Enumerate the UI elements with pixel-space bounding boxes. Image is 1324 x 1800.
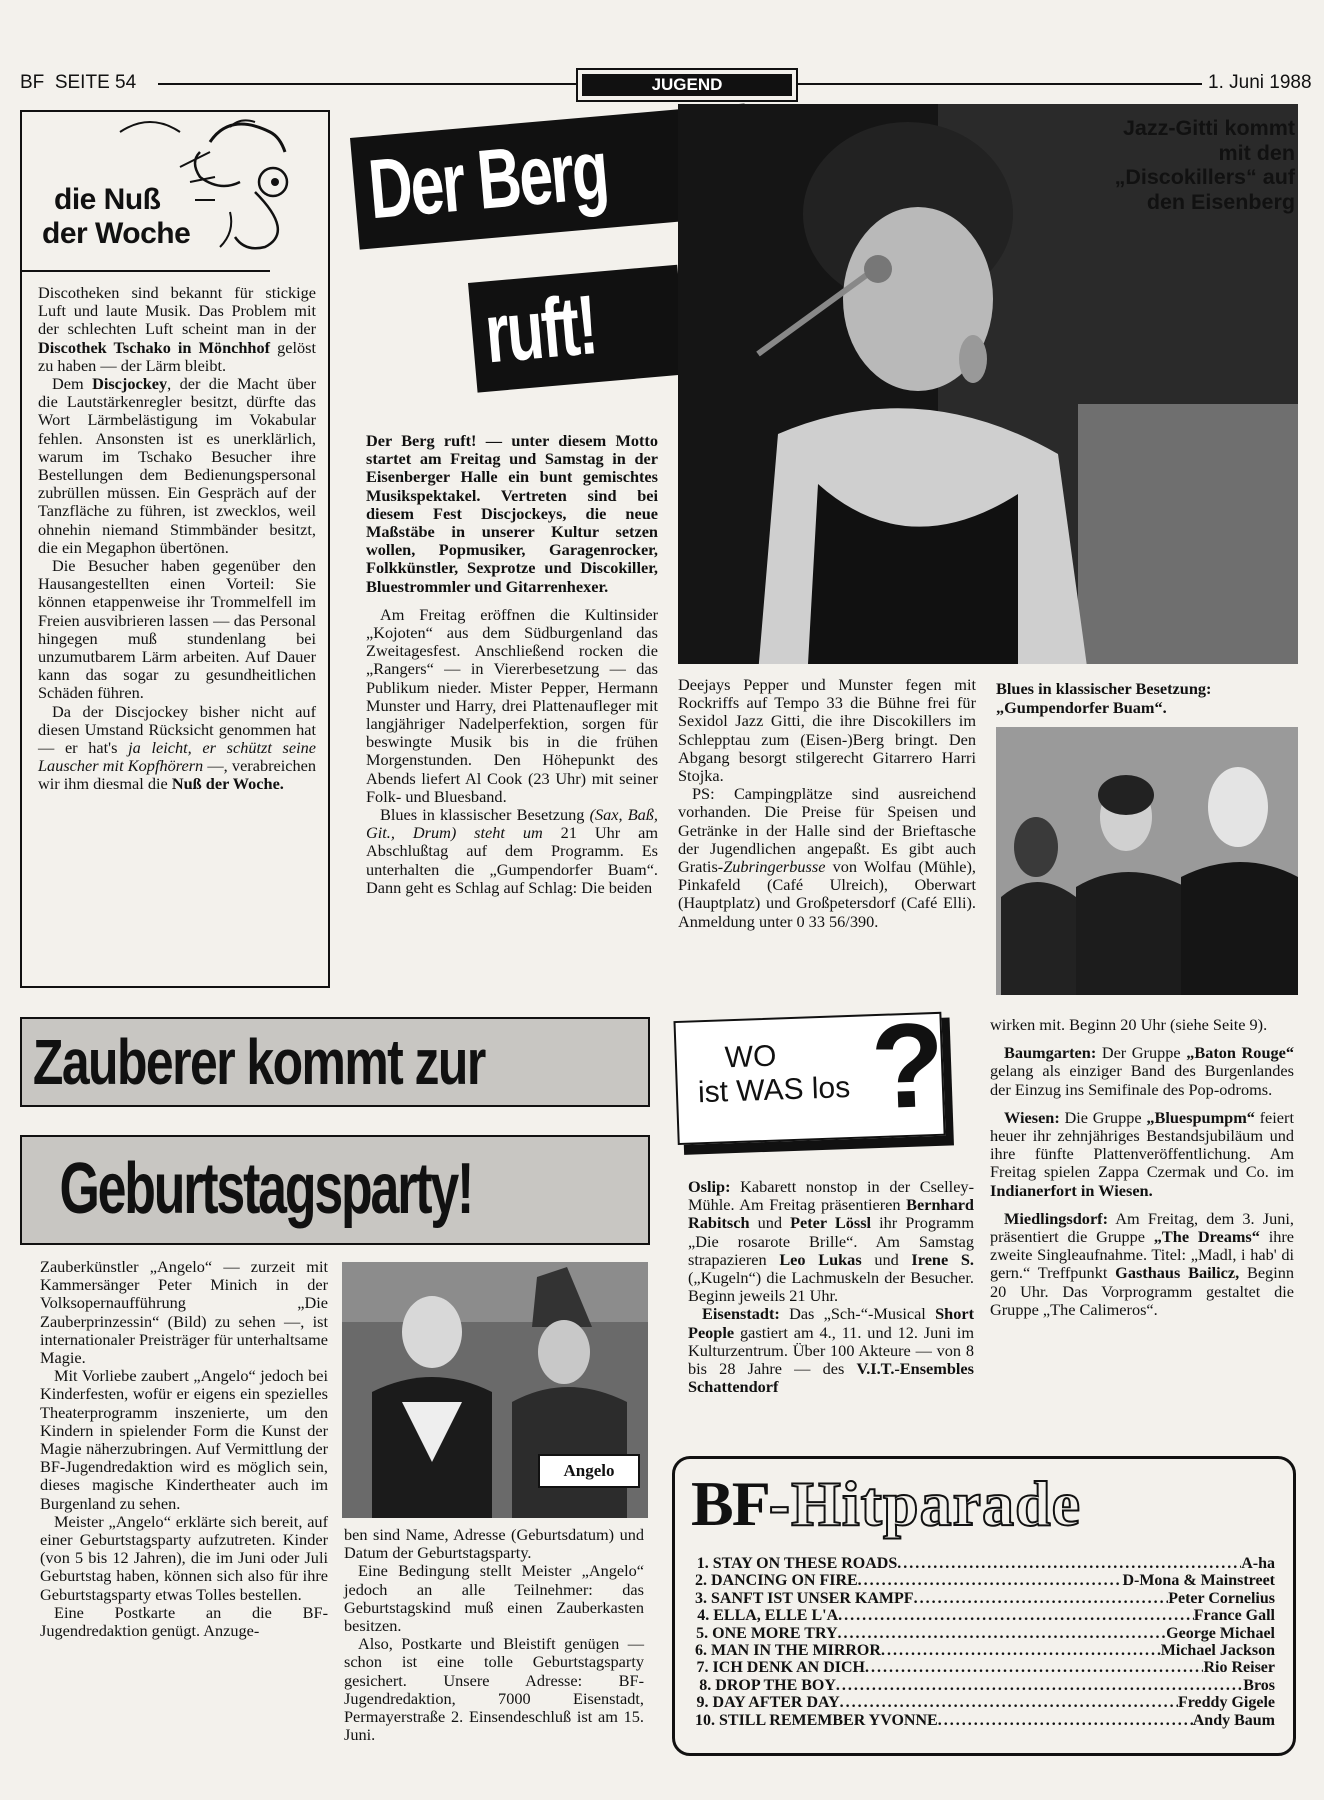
hitparade-title: SANFT IST UNSER KAMPF: [711, 1589, 914, 1607]
hitparade-artist: A-ha: [1241, 1555, 1275, 1572]
section-label: JUGEND: [582, 74, 792, 96]
hitparade-artist: France Gall: [1193, 1607, 1275, 1625]
zauberer-column-1: Zauberkünstler „Angelo“ — zurzeit mit Kammersänger Peter Minich in der Volksopernaufführung „Die Zauberprinzessin“ (Bild) zu sehen —, ist internationaler Preisträger für unterhaltsame Magie. Mit Vorliebe zaubert „Angelo“ jedoch bei Kinderfesten, wofür er eigens ein spezielles Theaterprogramm inszenierte, um den Kindern in spielender Form die Kunst der Magie näherzubringen. Auf Vermittlung der BF-Jugendredaktion wird es möglich sein, dieses magische Kindertheater auch im Burgenland zu sehen. Meister „Angelo“ erklärte sich bereit, auf einer Geburtstagsparty aufzutreten. Kinder (von 5 bis 12 Jahren), die im Juni oder Juli Geburtstag haben, können sich also für ihre Geburtstagsparty etwas Tolles bestellen. Eine Postkarte an die BF-Jugendredaktion genügt. Anzuge-: [40, 1257, 328, 1641]
hitparade-rank: 1.: [696, 1555, 709, 1572]
hitparade-rank: 8.: [699, 1676, 712, 1694]
leader-dots: [858, 1572, 1123, 1589]
hitparade-entry: [695, 1555, 1275, 1572]
zauberer-headline-2-box: Geburtstagsparty!: [20, 1135, 650, 1245]
section-label-box: [576, 68, 798, 102]
hitparade-entry: [695, 1607, 1275, 1624]
gumpendorfer-photo: [996, 727, 1298, 995]
hitparade-title: DANCING ON FIRE: [711, 1572, 858, 1590]
wo-column-2: wirken mit. Beginn 20 Uhr (siehe Seite 9). Baumgarten: Der Gruppe „Baton Rouge“ gelang als einziger Band des Burgenlandes der Einzug ins Semifinale des Pop-odroms. Wiesen: Die Gruppe „Bluespumpm“ feiert heuer ihr zehnjähriges Bestandsjubiläum und ihre fünfte Plattenveröffentlichung. Am Freitag spielen Zappa Czermak und Co. im Indianerfort in Wiesen. Miedlingsdorf: Am Freitag, dem 3. Juni, präsentiert die Gruppe „The Dreams“ ihre zweite Singleaufnahme. Titel: „Madl, i hab' di gern.“ Treffpunkt Gasthaus Bailicz, Beginn 20 Uhr. Das Vorprogramm gestaltet die Gruppe „The Calimeros“.: [990, 1015, 1295, 1319]
band-photo-icon: [996, 727, 1298, 995]
leader-dots: [914, 1590, 1169, 1607]
berg-column-1: Der Berg ruft! — unter diesem Motto startet am Freitag und Samstag in der Eisenberger Halle ein bunt gemischtes Musikspektakel. Vertreten sind bei diesem Fest Discjockeys, die neue Maßstäbe in unserer Kultur setzen wollen, Popmusiker, Garagenrocker, Folkkünstler, Sexprotze und Discokiller, Bluestrommler und Gitarrenhexer. Am Freitag eröffnen die Kultinsider „Kojoten“ aus dem Südburgenland das Zweitagesfest. Anschließend rocken die „Rangers“ — in Viererbesetzung — das Publikum nieder. Mister Pepper, Hermann Munster und Harry, drei Plattenaufleger mit langjähriger Nadelperfektion, sorgen für beswingte Musik bis in die frühen Morgenstunden. Den Höhepunkt des Abends liefert Al Cook (23 Uhr) mit seiner Folk- und Bluesband. Blues in klassischer Besetzung (Sax, Baß, Git., Drum) steht um 21 Uhr am Abschlußtag auf dem Programm. Es unterhalten die „Gumpendorfer Buam“. Dann geht es Schlag auf Schlag: Die beiden: [366, 431, 658, 897]
hitparade-artist: George Michael: [1166, 1624, 1275, 1642]
berg-column-2: Deejays Pepper und Munster fegen mit Rockriffs auf Tempo 33 die Bühne frei für Sexidol Jazz Gitti, die ihre Discokillers im Schlepptau zum (Eisen-)Berg bringt. Den Abgang besorgt stilgerecht Gitarrero Harri Stojka. PS: Campingplätze sind ausreichend vorhanden. Die Preise für Speisen und Getränke in der Halle sind der Brieftasche der Jugendlichen angepaßt. Es gibt auch Gratis-Zubringerbusse von Wolfau (Mühle), Pinkafeld (Café Ulreich), Oberwart (Hauptplatz) und Großpetersdorf (Café Elli). Anmeldung unter 0 33 56/390.: [678, 675, 976, 931]
berg-headline-1: Der Berg: [350, 103, 754, 249]
hitparade-rank: 5.: [696, 1624, 709, 1642]
hitparade-list: [695, 1555, 1275, 1729]
blues-caption: Blues in klassischer Besetzung: „Gumpendorfer Buam“.: [996, 679, 1212, 717]
hitparade-entry: [695, 1590, 1275, 1607]
hitparade-title: ICH DENK AN DICH: [712, 1659, 865, 1677]
hitparade-title: ELLA, ELLE L'A: [713, 1607, 839, 1625]
leader-dots: [840, 1694, 1178, 1711]
nuss-title-line2: der Woche: [42, 217, 191, 250]
hitparade-artist: Freddy Gigele: [1177, 1694, 1275, 1712]
hitparade-title: ONE MORE TRY: [712, 1624, 838, 1642]
leader-dots: [938, 1712, 1193, 1729]
hitparade-rank: 6.: [695, 1642, 707, 1660]
hitparade-box: [672, 1456, 1296, 1756]
hitparade-entry: [695, 1712, 1275, 1729]
angelo-label: Angelo: [538, 1454, 640, 1488]
page-header: [20, 66, 1312, 106]
jazz-gitti-caption: Jazz-Gitti kommt mit den „Discokillers“ auf den Eisenberg: [1114, 116, 1295, 214]
leader-dots: [881, 1642, 1161, 1659]
hitparade-artist: Rio Reiser: [1203, 1659, 1275, 1677]
hitparade-title: STILL REMEMBER YVONNE: [719, 1711, 938, 1729]
hitparade-title: DROP THE BOY: [715, 1676, 836, 1694]
hitparade-artist: Peter Cornelius: [1168, 1589, 1275, 1607]
hitparade-title: BF-Hitparade: [691, 1468, 1081, 1539]
hitparade-rank: 2.: [695, 1572, 707, 1590]
hitparade-entry: [695, 1642, 1275, 1659]
wo-box: [673, 997, 968, 1171]
hitparade-artist: D-Mona & Mainstreet: [1122, 1572, 1275, 1590]
hitparade-entry: [695, 1659, 1275, 1676]
zauberer-headline-1-box: Zauberer kommt zur: [20, 1017, 650, 1107]
wo-line1: WO: [724, 1039, 777, 1075]
leader-dots: [865, 1659, 1203, 1676]
hitparade-rank: 7.: [696, 1659, 709, 1677]
leader-dots: [836, 1677, 1243, 1694]
hitparade-title: MAN IN THE MIRROR: [711, 1642, 881, 1660]
leader-dots: [838, 1607, 1194, 1624]
hitparade-title: DAY AFTER DAY: [712, 1694, 840, 1712]
question-mark-icon: ?: [868, 997, 947, 1135]
zauberer-column-2: ben sind Name, Adresse (Geburtsdatum) und Datum der Geburtstagsparty. Eine Bedingung stellt Meister „Angelo“ jedoch an alle Teilnehmer: das Geburtstagskind muß einen Zauberkasten besitzen. Also, Postkarte und Bleistift genügen — schon ist eine tolle Geburtstagsparty gesichert. Unsere Adresse: BF-Jugendredaktion, 7000 Eisenstadt, Permayerstraße 2. Einsendeschluß ist am 15. Juni.: [344, 1525, 644, 1745]
hitparade-entry: [695, 1677, 1275, 1694]
nuss-text: Discotheken sind bekannt für stickige Luft und laute Musik. Das Problem mit der schlechten Luft scheint man in der Discothek Tschako in Mönchhof gelöst zu haben — der Lärm bleibt. Dem Discjockey, der die Macht über die Lautstärkenregler besitzt, dürfte das Wort Lärmbelästigung im Vokabular fehlen. Ansonsten ist es unerklärlich, warum im Tschako Besucher ihre Bestellungen dem Bedienungspersonal zubrüllen müssen. Ein Gespräch auf der Tanzfläche zu führen, ist zwecklos, weil ohnehin niemand Stimmbänder besitzt, die ein Megaphon übertönen. Die Besucher haben gegenüber den Hausangestellten einen Vorteil: Sie können etappenweise ihr Trommelfell im Freien ausvibrieren lassen — das Personal hingegen muß stundenlang bei unzumutbarem Lärm arbeiten. Auf Dauer kann das sogar zu gesundheitlichen Schäden führen. Da der Discjockey bisher nicht auf diesen Umstand Rücksicht genommen hat — er hat's ja leicht, er schützt seine Lauscher mit Kopfhörern —, verabreichen wir ihm diesmal die Nuß der Woche.: [38, 283, 316, 794]
issue-date: 1. Juni 1988: [1208, 72, 1312, 93]
hitparade-title: STAY ON THESE ROADS: [712, 1555, 898, 1572]
hitparade-rank: 9.: [696, 1694, 709, 1712]
hitparade-entry: [695, 1572, 1275, 1589]
hitparade-rank: 4.: [697, 1607, 710, 1625]
hitparade-rank: 10.: [695, 1711, 715, 1729]
wo-line2: ist WAS los: [697, 1070, 851, 1110]
leader-dots: [838, 1625, 1167, 1642]
leader-dots: [897, 1555, 1241, 1572]
hitparade-artist: Andy Baum: [1192, 1711, 1275, 1729]
nuss-title-line1: die Nuß: [54, 183, 161, 216]
berg-headline-2: ruft!: [468, 265, 687, 393]
hitparade-rank: 3.: [695, 1589, 707, 1607]
hitparade-artist: Bros: [1243, 1676, 1275, 1694]
page-number: BF SEITE 54: [20, 72, 137, 93]
hitparade-artist: Michael Jackson: [1160, 1642, 1275, 1660]
hitparade-entry: [695, 1694, 1275, 1711]
hitparade-entry: [695, 1625, 1275, 1642]
wo-column-1: Oslip: Kabarett nonstop in der Cselley-Mühle. Am Freitag präsentieren Bernhard Rabitsch und Peter Lössl ihr Programm „Die rosarote Brille“. Am Samstag strapazieren Leo Lukas und Irene S. („Kugeln“) die Lachmuskeln der Besucher. Beginn jeweils 21 Uhr. Eisenstadt: Das „Sch-“-Musical Short People gastiert am 4., 11. und 12. Juni im Kulturzentrum. Über 100 Akteure — von 8 bis 28 Jahre — des V.I.T.-Ensembles Schattendorf: [688, 1177, 975, 1397]
nuss-title: [42, 183, 190, 251]
